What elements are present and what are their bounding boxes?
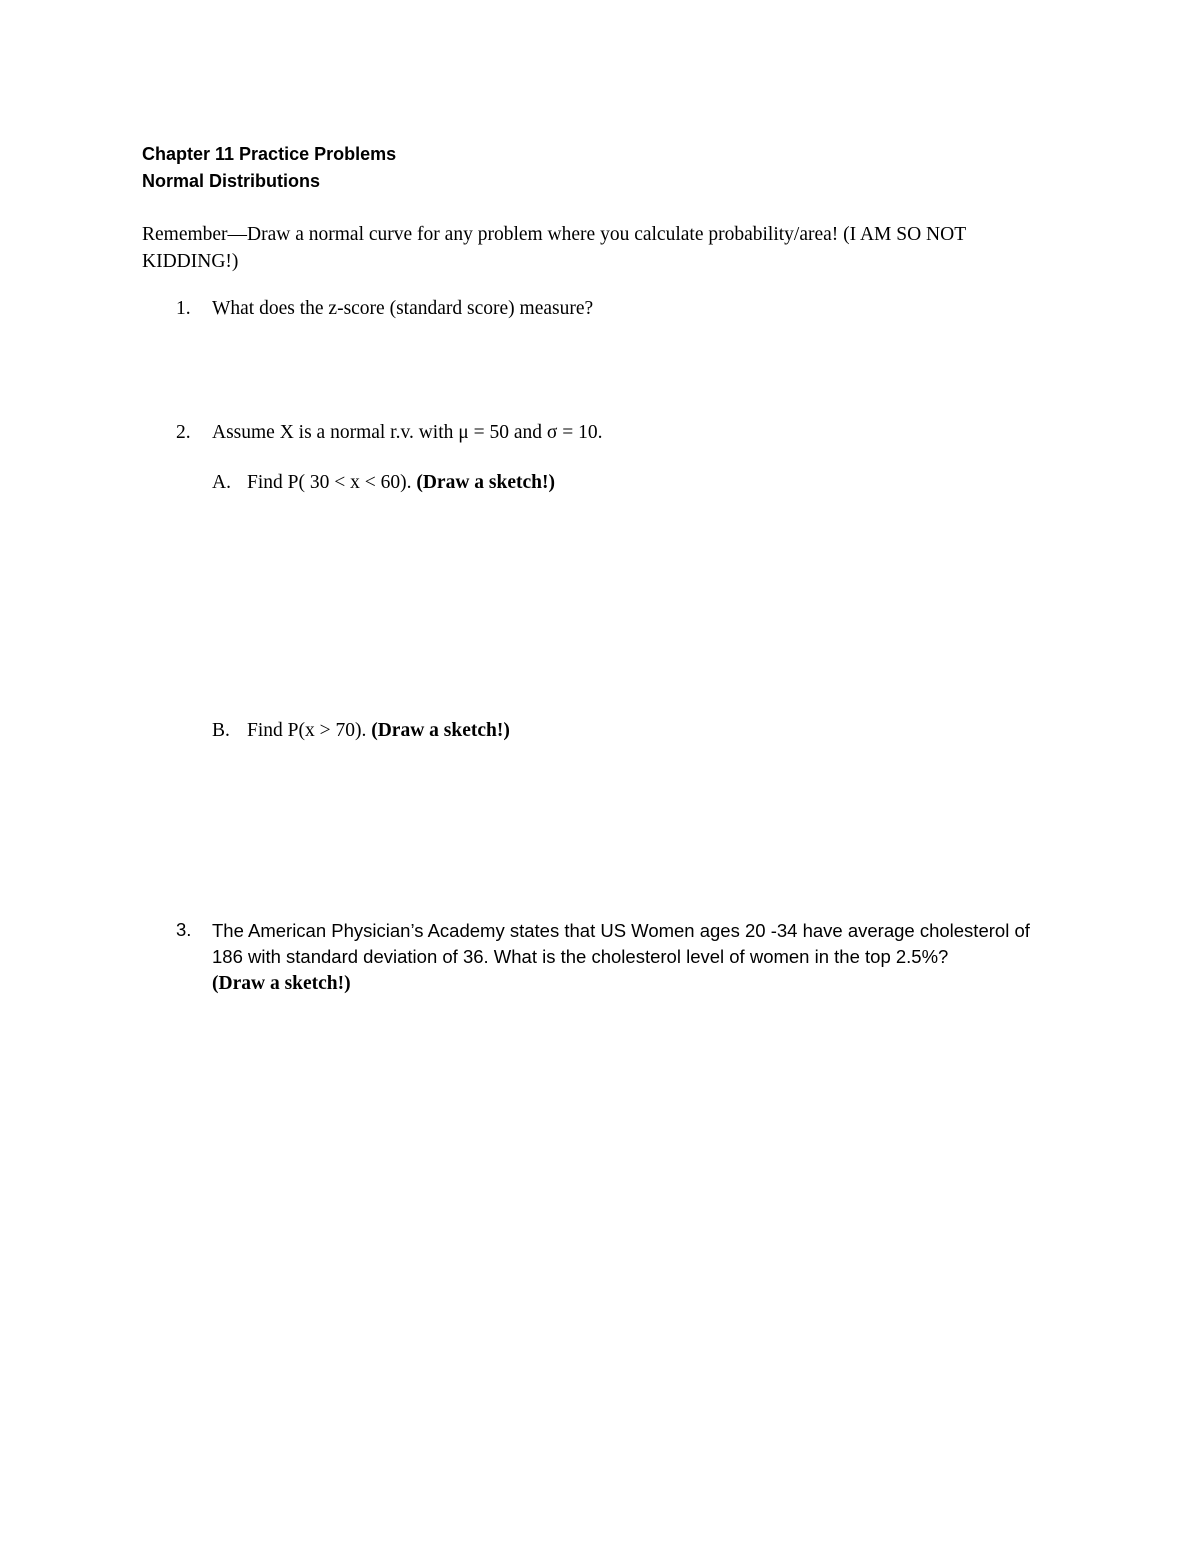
question-1-number: 1. — [176, 298, 191, 319]
question-2-text: Assume X is a normal r.v. with μ = 50 and σ = 10. — [212, 422, 603, 443]
question-2a-text: Find P( 30 < x < 60). — [247, 472, 412, 493]
document-title: Chapter 11 Practice Problems — [142, 144, 397, 164]
intro-paragraph: Remember—Draw a normal curve for any problem where you calculate probability/area! (I AM SO NOT KIDDING!) — [142, 224, 966, 272]
question-2a — [247, 472, 555, 494]
question-2b-text: Find P(x > 70). — [247, 720, 367, 741]
question-2b-sketch-note: (Draw a sketch!) — [371, 720, 510, 741]
question-3-number: 3. — [176, 919, 192, 940]
question-1-text: What does the z-score (standard score) measure? — [212, 298, 594, 319]
question-2a-letter: A. — [212, 472, 231, 493]
question-2a-sketch-note: (Draw a sketch!) — [416, 472, 555, 493]
question-2b-letter: B. — [212, 720, 230, 741]
document-subtitle: Normal Distributions — [142, 171, 321, 191]
question-3-text: The American Physician’s Academy states that US Women ages 20 -34 have average cholesterol of 186 with standard deviation of 36. What is the cholesterol level of women in the top 2.5%? — [212, 920, 1030, 967]
question-3-sketch-note: (Draw a sketch!) — [212, 973, 351, 994]
question-3 — [212, 918, 1062, 997]
question-2-number: 2. — [176, 422, 191, 443]
question-2b — [247, 720, 510, 742]
